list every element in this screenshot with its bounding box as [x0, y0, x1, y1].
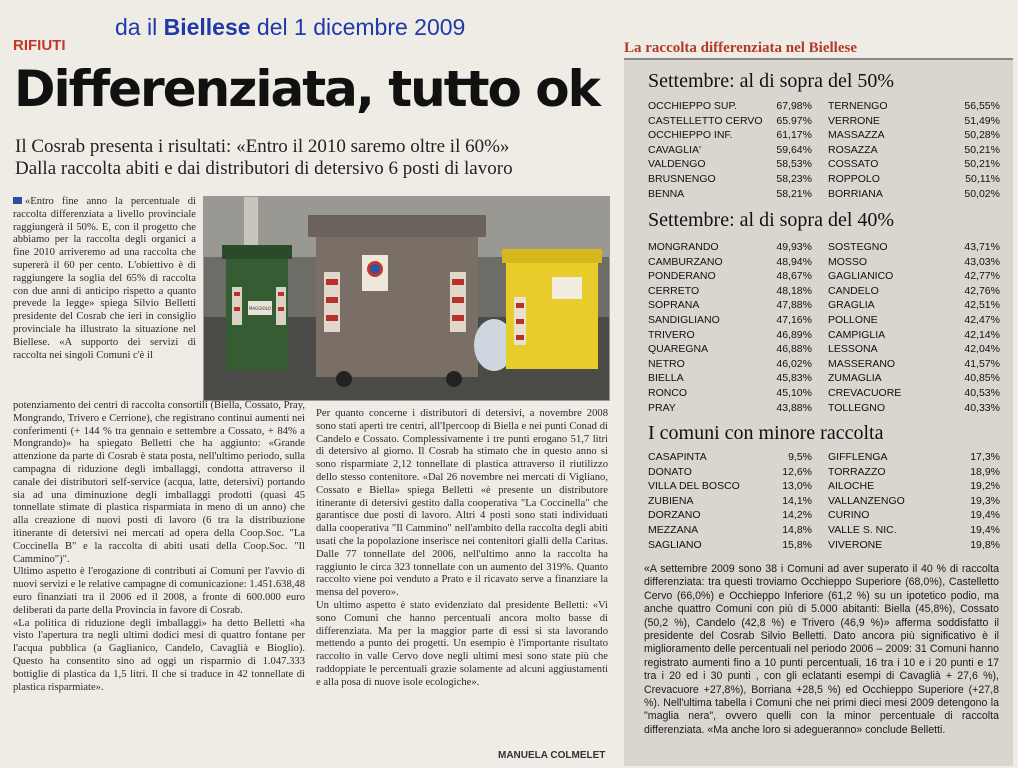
table-row [648, 173, 1000, 188]
percentage-value: 61,17% [776, 129, 812, 142]
article-paragraph: «La politica di riduzione degli imballaggi» ha detto Belletti «ha visto l'apertura tra negli ultimi dodici mesi di quattro fontane per l'acqua pubblica (a Gaglianico, Candelo, Cavaglià e Bioglio). Questo ha consentito sino ad oggi un risparmio di 1.047.333 bottiglie di plastica da 1,5 litri. Il che si traduce in 42 tonnellate di plastica risparmiate». [13, 617, 305, 693]
table-row [648, 372, 1000, 387]
percentage-value: 43,03% [964, 255, 1000, 268]
municipality-name: VILLA DEL BOSCO [648, 480, 740, 493]
municipality-name: PRAY [648, 401, 676, 414]
article-paragraph: Ultimo aspetto è l'erogazione di contributi ai Comuni per l'avvio di nuovi servizi e le relative campagne di comunicazione: 1.451.638,48 euro finanziati tra il 2006 ed il 2008, a fronte di 600.000 euro deliberati da parte della Provincia in favore di Cosrab. [13, 566, 305, 616]
municipality-name: QUAREGNA [648, 343, 709, 356]
municipality-name: DORZANO [648, 509, 701, 522]
waste-bins-image [204, 197, 609, 400]
municipality-name: VERRONE [828, 114, 880, 127]
municipality-name: CAVAGLIA' [648, 143, 701, 156]
municipality-name: OCCHIEPPO INF. [648, 129, 733, 142]
municipality-name: VALLANZENGO [828, 494, 905, 507]
table-row [648, 129, 1000, 144]
percentage-value: 42,47% [964, 313, 1000, 326]
municipality-name: OCCHIEPPO SUP. [648, 100, 738, 112]
table-over50 [648, 100, 1000, 202]
percentage-value: 14,1% [782, 494, 812, 507]
article-paragraph: Un ultimo aspetto è stato evidenziato dal presidente Belletti: «Vi sono Comuni che hanno percentuali ancora molto basse di differenziata. Ma per la maggior parte di essi si sta lavorando mettendo a punto dei progetti. Un esempio è l'importante risultato raccolto in valle Cervo dove negli ultimi mesi sono state più che raddoppiate le percentuali grazie solamente ad alcuni aggiustamenti e alla posa di nuove isole ecologiche». [316, 599, 608, 688]
municipality-name: CAMBURZANO [648, 255, 723, 268]
percentage-value: 43,71% [964, 241, 1000, 253]
percentage-value: 13,0% [782, 480, 812, 493]
municipality-name: DONATO [648, 465, 692, 478]
municipality-name: CASTELLETTO CERVO [648, 114, 763, 127]
municipality-name: NETRO [648, 357, 685, 370]
municipality-name: VIVERONE [828, 538, 883, 551]
municipality-name: ZUMAGLIA [828, 372, 882, 385]
table-row [648, 100, 1000, 115]
table-row [648, 343, 1000, 358]
article-column-right [316, 408, 608, 764]
percentage-value: 46,89% [776, 328, 812, 341]
table-row [648, 539, 1000, 554]
table-row [648, 188, 1000, 203]
municipality-name: GIFFLENGA [828, 451, 888, 463]
percentage-value: 45,83% [776, 372, 812, 385]
article-paragraph: Per quanto concerne i distributori di detersivi, a novembre 2008 sono stati aperti tre centri, all'Ipercoop di Biella e nei punti Conad di Candelo e Cossato. Complessivamente i tre punti erogano 51,7 litri di detersivo al giorno. Il Cosrab ha stimato che in questo anno si sono risparmiate 2,12 tonnellate di plastica attraverso il riutilizzo dello stesso contenitore. «Dal 26 novembre nei mercati di Vigliano, Cossato e Biella» spiega Belletti «è presente un distributore itinerante di detersivi gestito dalla cooperativa "La Coccinella" che garantisce due posti di lavoro. Altri 4 posti sono stati individuati dalla cooperativa "Il Cammino" nell'ambito della raccolta degli abiti usati che la popolazione inserisce nei contenitori gialli della Caritas. Dalle 77 tonnellate del 2006, nell'ultimo anno la raccolta ha raggiunto le circa 323 tonnellate con un aumento del 319%. Quanto raccolto viene poi venduto a Prato e il ricavato serve a finanziare la mensa del povero». [316, 408, 608, 599]
municipality-name: CAMPIGLIA [828, 328, 886, 341]
municipality-name: MEZZANA [648, 523, 699, 536]
municipality-name: SOSTEGNO [828, 241, 888, 253]
municipality-name: LESSONA [828, 343, 878, 356]
section-heading-over40: Settembre: al di sopra del 40% [648, 209, 895, 231]
municipality-name: SAGLIANO [648, 538, 702, 551]
table-row [648, 358, 1000, 373]
municipality-name: SANDIGLIANO [648, 313, 720, 326]
paragraph-marker-icon [13, 197, 22, 204]
municipality-name: COSSATO [828, 158, 879, 171]
percentage-value: 19,8% [970, 538, 1000, 551]
municipality-name: BRUSNENGO [648, 172, 716, 185]
percentage-value: 17,3% [970, 451, 1000, 463]
percentage-value: 40,33% [964, 401, 1000, 414]
percentage-value: 42,14% [964, 328, 1000, 341]
municipality-name: SOPRANA [648, 299, 700, 312]
municipality-name: CURINO [828, 509, 870, 522]
municipality-name: VALLE S. NIC. [828, 523, 897, 536]
percentage-value: 51,49% [964, 114, 1000, 127]
percentage-value: 48,94% [776, 255, 812, 268]
municipality-name: MOSSO [828, 255, 868, 268]
table-row [648, 158, 1000, 173]
municipality-name: ROPPOLO [828, 172, 880, 185]
table-lowest [648, 451, 1000, 553]
percentage-value: 15,8% [782, 538, 812, 551]
percentage-value: 58,21% [776, 187, 812, 200]
municipality-name: RONCO [648, 386, 688, 399]
percentage-value: 19,2% [970, 480, 1000, 493]
percentage-value: 45,10% [776, 386, 812, 399]
byline: MANUELA COLMELET [498, 750, 606, 761]
percentage-value: 48,18% [776, 284, 812, 297]
percentage-value: 59,64% [776, 143, 812, 156]
percentage-value: 58,23% [776, 172, 812, 185]
article-column-left [13, 400, 305, 764]
municipality-name: MASSERANO [828, 357, 896, 370]
percentage-value: 46,02% [776, 357, 812, 370]
table-row [648, 256, 1000, 271]
table-row [648, 299, 1000, 314]
article-column-intro [13, 196, 196, 398]
article-paragraph: potenziamento dei centri di raccolta consortili (Biella, Cossato, Pray, Mongrando, Trivero e Cerrione), che registrano continui aumenti nei conferimenti (+ 144 % tra gennaio e settembre a Cossato, + 84% a Mongrando)» ha spiegato Belletti che ha aggiunto: «Grande attenzione da parte di Cosrab è stata posta, nell'ultimo periodo, sulla campagna di riduzione degli imballaggi, condotta attraverso il canale dei distributori self-service (acqua, latte, detersivi) portando sia ad una diminuzione degli imballaggi prodotti (quasi 45 tonnellate stimate di plastica risparmiata in meno di un anno) che alla creazione di nuovi posti di lavoro (6 tra la distribuzione itinerante di detersivi nei mercati ad opera della Coop.Soc. "La Coccinella B" e la raccolta di abiti usati della Coop.Soc. "Il Cammino")". [13, 400, 305, 565]
percentage-value: 40,85% [964, 372, 1000, 385]
percentage-value: 47,88% [776, 299, 812, 312]
source-caption: da il Biellese del 1 dicembre 2009 [115, 14, 466, 40]
percentage-value: 9,5% [788, 451, 812, 463]
municipality-name: BENNA [648, 187, 685, 200]
article-text: «Entro fine anno la percentuale di raccolta differenziata a livello provinciale raggiungerà il 50%. E, con il progetto che abbiamo per la raccolta degli organici a fine 2010 arriveremo ad una raccolta che supererà il 60 per cento. L'obiettivo è di raggiungere la soglia del 65% di raccolta con due anni di anticipo rispetto a quanto prevede la legge» spiega Silvio Belletti presidente del Cosrab che ieri in consiglio provinciale ha illustrato la situazione nel Biellese. «A supporto dei servizi di raccolta nei singoli Comuni c'è il [13, 196, 196, 361]
section-heading-over50: Settembre: al di sopra del 50% [648, 70, 895, 92]
municipality-name: TOLLEGNO [828, 401, 885, 414]
table-row [648, 270, 1000, 285]
percentage-value: 50,11% [965, 172, 1000, 185]
municipality-name: PONDERANO [648, 270, 716, 283]
municipality-name: TERNENGO [828, 100, 888, 112]
municipality-name: CANDELO [828, 284, 879, 297]
percentage-value: 40,53% [964, 386, 1000, 399]
percentage-value: 19,4% [970, 523, 1000, 536]
municipality-name: VALDENGO [648, 158, 706, 171]
percentage-value: 50,02% [964, 187, 1000, 200]
percentage-value: 19,4% [970, 509, 1000, 522]
municipality-name: MASSAZZA [828, 129, 885, 142]
table-row [648, 466, 1000, 481]
municipality-name: BIELLA [648, 372, 684, 385]
percentage-value: 49,93% [776, 241, 812, 253]
table-row [648, 524, 1000, 539]
percentage-value: 42,04% [964, 343, 1000, 356]
percentage-value: 14,8% [782, 523, 812, 536]
percentage-value: 58,53% [776, 158, 812, 171]
municipality-name: GAGLIANICO [828, 270, 894, 283]
municipality-name: AILOCHE [828, 480, 875, 493]
table-row [648, 314, 1000, 329]
municipality-name: TRIVERO [648, 328, 695, 341]
section-label: RIFIUTI [13, 37, 66, 54]
percentage-value: 48,67% [776, 270, 812, 283]
percentage-value: 12,6% [782, 465, 812, 478]
table-row [648, 329, 1000, 344]
percentage-value: 42,76% [964, 284, 1000, 297]
table-row [648, 451, 1000, 466]
percentage-value: 41,57% [964, 357, 1000, 370]
municipality-name: GRAGLIA [828, 299, 875, 312]
municipality-name: POLLONE [828, 313, 878, 326]
table-row [648, 480, 1000, 495]
subheadline-2: Dalla raccolta abiti e dai distributori di detersivo 6 posti di lavoro [15, 158, 513, 179]
table-over40 [648, 241, 1000, 416]
table-row [648, 144, 1000, 159]
subheadline-1: Il Cosrab presenta i risultati: «Entro il 2010 saremo oltre il 60%» [15, 136, 510, 157]
municipality-name: MONGRANDO [648, 241, 719, 253]
bin-sign-text: MAGGIOLO [249, 306, 271, 311]
percentage-value: 46,88% [776, 343, 812, 356]
table-row [648, 285, 1000, 300]
municipality-name: ROSAZZA [828, 143, 878, 156]
percentage-value: 43,88% [776, 401, 812, 414]
percentage-value: 50,21% [964, 158, 1000, 171]
article-photo [203, 196, 610, 401]
table-row [648, 387, 1000, 402]
municipality-name: TORRAZZO [828, 465, 886, 478]
municipality-name: BORRIANA [828, 187, 883, 200]
section-heading-lowest: I comuni con minore raccolta [648, 422, 884, 444]
table-row [648, 241, 1000, 256]
table-row [648, 495, 1000, 510]
percentage-value: 56,55% [964, 100, 1000, 112]
municipality-name: ZUBIENA [648, 494, 694, 507]
percentage-value: 65.97% [776, 114, 812, 127]
municipality-name: CASAPINTA [648, 451, 707, 463]
percentage-value: 42,51% [964, 299, 1000, 312]
sidebar-summary: «A settembre 2009 sono 38 i Comuni ad aver superato il 40 % di raccolta differenziata: tra questi troviamo Occhieppo Superiore (68,0%), Castelletto Cervo (66,0%) e Occhieppo Inferiore (61,2 %) su un ipotetico podio, ma anche quattro Comuni con più di 5.000 abitanti: Biella (45,8%), Cossato (50,2 %), Candelo (42,8 %) e Trivero (46,9 %)» afferma soddisfatto il presidente del Cosrab Silvio Belletti. Dato ancora più significativo è il miglioramento delle percentuali nel periodo 2006 – 2009: 31 Comuni hanno registrato aumenti fino a 10 punti percentuali, 16 tra i 10 e i 20 punti e 17 tra i 20 ed i 30 punti , con gli eclatanti esempi di Cavaglià + 27,6 %), Crevacuore +27,8%), Borriana +28,5 %) ed Occhieppo Superiore (+27,8 %). Nell'ultima tabella i Comuni che nei primi dieci mesi 2009 detengono la "maglia nera", ovvero quelli con la minor percentuale di raccolta differenziata. «Ma anche loro si adegueranno» conclude Belletti. [644, 563, 999, 736]
sidebar-title: La raccolta differenziata nel Biellese [624, 40, 857, 56]
table-row [648, 115, 1000, 130]
percentage-value: 14,2% [782, 509, 812, 522]
headline: Differenziata, tutto ok [14, 60, 599, 118]
percentage-value: 42,77% [964, 270, 1000, 283]
percentage-value: 47,16% [776, 313, 812, 326]
percentage-value: 50,21% [964, 143, 1000, 156]
percentage-value: 67,98% [776, 100, 812, 112]
percentage-value: 50,28% [964, 129, 1000, 142]
table-row [648, 402, 1000, 417]
percentage-value: 19,3% [970, 494, 1000, 507]
table-row [648, 509, 1000, 524]
municipality-name: CREVACUORE [828, 386, 902, 399]
percentage-value: 18,9% [970, 465, 1000, 478]
municipality-name: CERRETO [648, 284, 700, 297]
